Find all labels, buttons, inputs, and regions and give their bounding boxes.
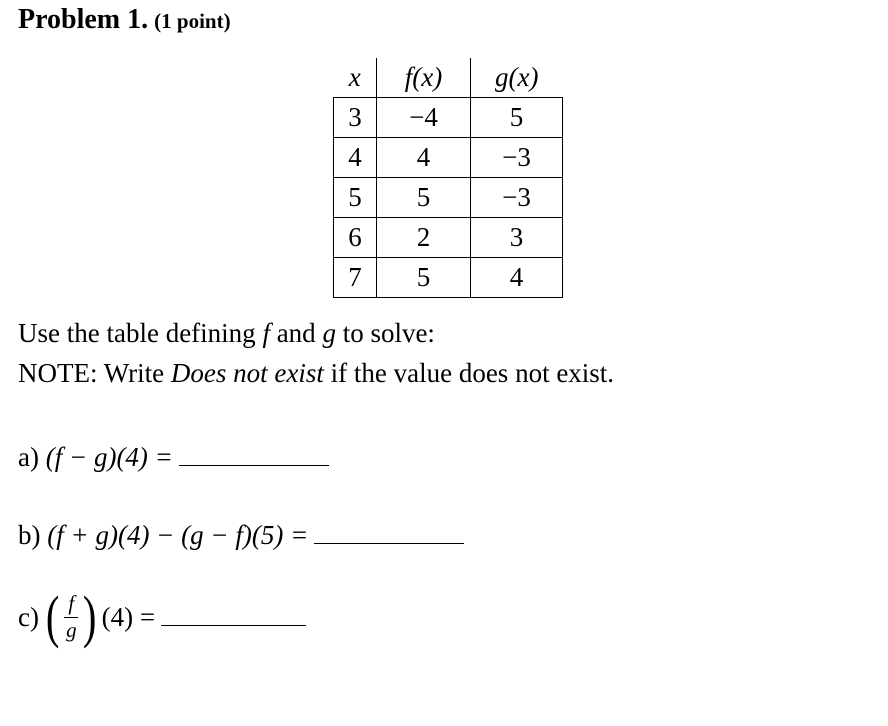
table-cell: 2 (377, 218, 471, 258)
note-text: NOTE: Write (18, 358, 171, 388)
table-cell: 4 (471, 258, 563, 298)
problem-title-text: Problem 1. (18, 4, 149, 35)
question-b-label: b) (18, 520, 41, 550)
instruction-text: to solve: (335, 318, 435, 348)
answer-a-field[interactable] (179, 465, 329, 466)
table-cell: 4 (334, 138, 377, 178)
table-row (334, 218, 563, 258)
right-paren: ) (83, 584, 97, 649)
question-a (18, 442, 329, 473)
instruction-text: Use the table defining (18, 318, 263, 348)
table-row (334, 178, 563, 218)
table-header-row (334, 58, 563, 98)
instruction-line-2 (18, 358, 614, 389)
fraction-denominator: g (66, 617, 77, 642)
table-row (334, 98, 563, 138)
problem-title (18, 4, 231, 36)
answer-c-field[interactable] (161, 625, 306, 626)
table-cell: 3 (334, 98, 377, 138)
table-header-x: x (334, 58, 377, 98)
note-emphasis: Does not exist (170, 358, 324, 388)
table-cell: 5 (334, 178, 377, 218)
instruction-text: and (269, 318, 323, 348)
table-cell: 3 (471, 218, 563, 258)
question-a-expression: (f − g)(4) = (45, 442, 173, 472)
fraction-f-over-g (64, 592, 78, 641)
table-cell: 5 (471, 98, 563, 138)
table-cell: 6 (334, 218, 377, 258)
question-a-label: a) (18, 442, 39, 472)
table-cell: 7 (334, 258, 377, 298)
table-cell: −3 (471, 138, 563, 178)
table-cell: 5 (377, 258, 471, 298)
question-c (18, 584, 306, 649)
table-cell: 4 (377, 138, 471, 178)
function-table (333, 58, 563, 298)
problem-points: (1 point) (154, 9, 231, 33)
question-c-argument: (4) = (101, 601, 156, 632)
table-row (334, 138, 563, 178)
instruction-f: f (262, 318, 270, 348)
table-cell: −3 (471, 178, 563, 218)
table-header-f: f(x) (377, 58, 471, 98)
answer-b-field[interactable] (314, 543, 464, 544)
table-cell: −4 (377, 98, 471, 138)
question-b (18, 520, 464, 551)
table-cell: 5 (377, 178, 471, 218)
question-c-label: c) (18, 601, 39, 632)
table-header-g: g(x) (471, 58, 563, 98)
question-b-expression: (f + g)(4) − (g − f)(5) = (47, 520, 309, 550)
table-row (334, 258, 563, 298)
instruction-g: g (322, 318, 336, 348)
note-text: if the value does not exist. (323, 358, 615, 388)
instruction-line-1 (18, 318, 435, 349)
fraction-numerator: f (68, 591, 75, 616)
left-paren: ( (45, 584, 60, 649)
